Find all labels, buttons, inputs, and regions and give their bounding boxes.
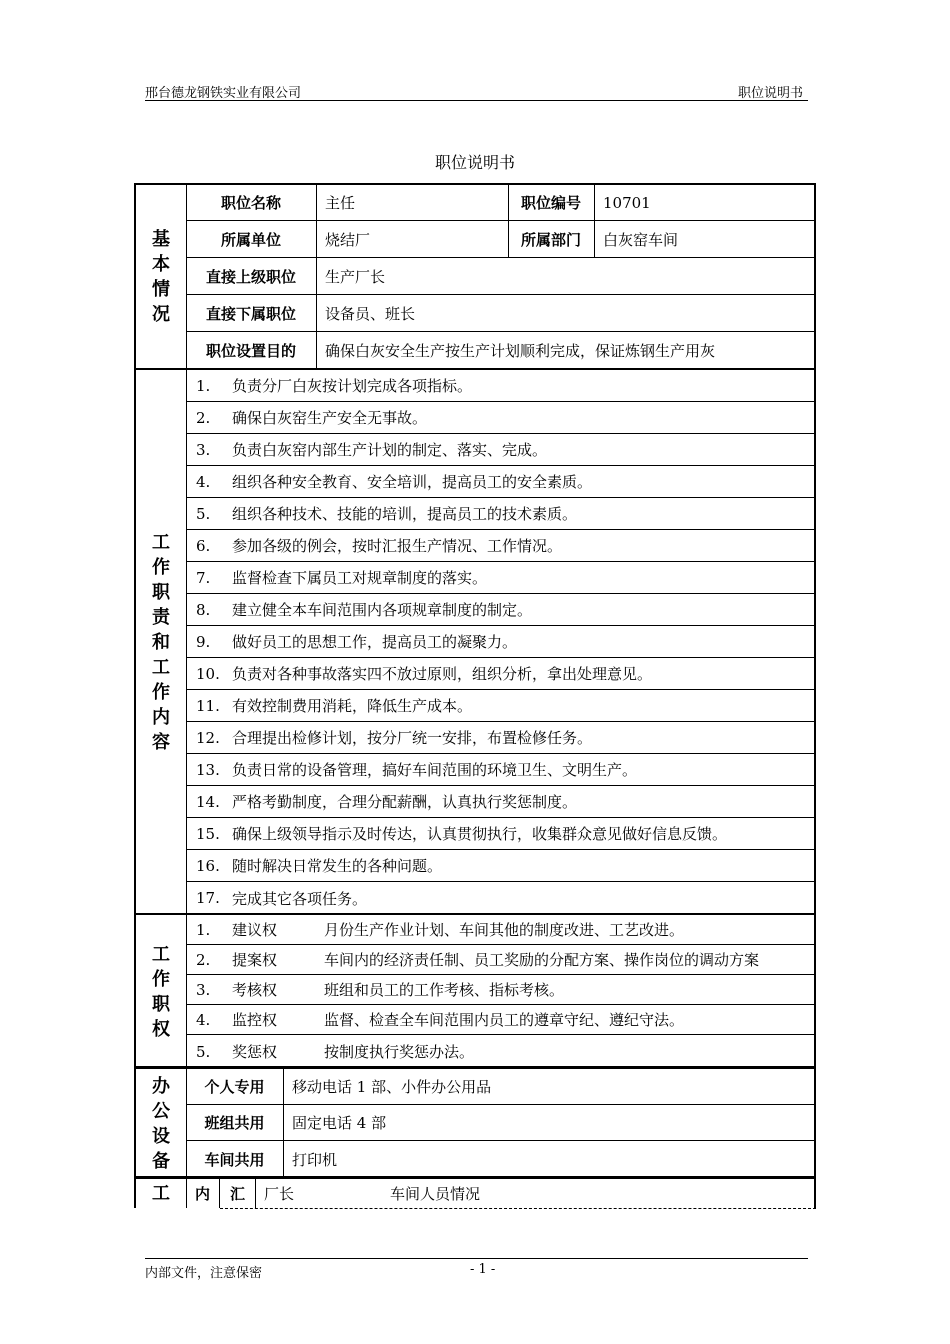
duty-text: 负责白灰窑内部生产计划的制定、落实、完成。	[232, 441, 548, 459]
label-char: 权	[152, 1018, 170, 1040]
footer-note: 内部文件，注意保密	[145, 1266, 263, 1281]
relations-inner-label: 内	[194, 1185, 210, 1203]
authority-number: 5.	[196, 1042, 211, 1061]
duty-text: 有效控制费用消耗，降低生产成本。	[232, 697, 473, 715]
authority-name: 奖惩权	[232, 1043, 278, 1061]
duty-item	[186, 882, 814, 914]
duty-item	[186, 690, 814, 722]
duty-text: 建立健全本车间范围内各项规章制度的制定。	[232, 601, 533, 619]
equipment-label-chars	[152, 1074, 170, 1174]
label-char: 和	[152, 631, 170, 653]
subordinate-value: 设备员、班长	[325, 304, 416, 323]
basic-info-section	[134, 183, 816, 369]
subordinate-label: 直接下属职位	[205, 304, 296, 323]
authority-label	[136, 915, 187, 1068]
header-doc-type: 职位说明书	[738, 86, 804, 101]
duty-number: 16.	[196, 856, 220, 875]
duty-number: 1.	[196, 376, 211, 395]
label-char: 况	[152, 304, 170, 325]
duty-number: 8.	[196, 600, 211, 619]
equipment-team-label: 班组共用	[204, 1114, 265, 1132]
unit-label: 所属单位	[220, 230, 281, 249]
duty-item	[186, 562, 814, 594]
duty-item	[186, 402, 814, 434]
authority-item	[186, 915, 814, 945]
duties-label	[136, 370, 187, 914]
authority-number: 3.	[196, 980, 211, 999]
authority-name: 建议权	[232, 921, 278, 939]
label-char: 容	[152, 731, 170, 753]
equipment-section	[134, 1066, 816, 1178]
duty-number: 3.	[196, 440, 211, 459]
authority-number: 4.	[196, 1010, 211, 1029]
duty-number: 11.	[196, 696, 220, 715]
relations-label	[136, 1179, 187, 1208]
authority-text: 按制度执行奖惩办法。	[324, 1043, 475, 1061]
duty-text: 做好员工的思想工作，提高员工的凝聚力。	[232, 633, 518, 651]
purpose-value: 确保白灰安全生产按生产计划顺利完成，保证炼钢生产用灰	[325, 342, 716, 360]
position-no-label: 职位编号	[520, 194, 581, 212]
authority-number: 2.	[196, 950, 211, 969]
label-char: 职	[152, 993, 170, 1015]
duty-text: 合理提出检修计划，按分厂统一安排，布置检修任务。	[232, 729, 593, 747]
superior-label: 直接上级职位	[205, 267, 296, 286]
authority-number: 1.	[196, 920, 211, 939]
duty-item	[186, 626, 814, 658]
label-char: 内	[152, 706, 170, 728]
relations-section	[134, 1176, 816, 1208]
label-char: 情	[152, 279, 170, 300]
duty-number: 2.	[196, 408, 211, 427]
authority-item	[186, 1035, 814, 1068]
footer-rule	[145, 1258, 808, 1259]
equipment-team-value: 固定电话 4 部	[292, 1114, 387, 1132]
authority-item	[186, 945, 814, 975]
duty-number: 12.	[196, 728, 220, 747]
label-char: 工	[152, 943, 170, 965]
duty-number: 13.	[196, 760, 220, 779]
duty-text: 严格考勤制度，合理分配薪酬，认真执行奖惩制度。	[232, 793, 578, 811]
duty-number: 14.	[196, 792, 220, 811]
duty-item	[186, 658, 814, 690]
label-char: 基	[152, 229, 170, 250]
equipment-workshop-label: 车间共用	[204, 1151, 265, 1169]
duty-text: 参加各级的例会，按时汇报生产情况、工作情况。	[232, 537, 563, 555]
position-name-value: 主任	[325, 194, 356, 212]
label-char: 职	[152, 581, 170, 603]
authority-name: 监控权	[232, 1011, 278, 1029]
label-char: 责	[152, 606, 170, 628]
equipment-label	[136, 1069, 187, 1178]
duty-text: 完成其它各项任务。	[232, 889, 368, 908]
relations-label-chars	[152, 1181, 170, 1206]
duty-item	[186, 530, 814, 562]
duty-number: 15.	[196, 824, 220, 843]
duty-number: 4.	[196, 472, 211, 491]
label-char: 办	[152, 1075, 170, 1097]
label-char: 工	[152, 656, 170, 678]
duty-text: 监督检查下属员工对规章制度的落实。	[232, 569, 488, 587]
label-char: 工	[152, 1183, 170, 1204]
authority-text: 月份生产作业计划、车间其他的制度改进、工艺改进。	[324, 921, 685, 939]
purpose-label: 职位设置目的	[205, 342, 296, 360]
label-char: 本	[152, 254, 170, 275]
duty-text: 负责日常的设备管理，搞好车间范围的环境卫生、文明生产。	[232, 761, 638, 779]
authority-item	[186, 975, 814, 1005]
label-char: 作	[152, 968, 170, 990]
duty-number: 17.	[196, 889, 220, 907]
authority-name: 考核权	[232, 981, 278, 999]
equipment-workshop-value: 打印机	[292, 1151, 338, 1169]
relations-superior: 厂长	[264, 1185, 295, 1203]
label-char: 作	[152, 556, 170, 578]
duty-item	[186, 818, 814, 850]
duty-item	[186, 370, 814, 402]
label-char: 工	[152, 531, 170, 553]
basic-info-label-chars	[152, 227, 170, 327]
unit-value: 烧结厂	[325, 230, 371, 249]
duty-item	[186, 722, 814, 754]
duty-text: 组织各种安全教育、安全培训，提高员工的安全素质。	[232, 473, 593, 491]
basic-info-label	[136, 185, 187, 369]
duty-item	[186, 754, 814, 786]
label-char: 备	[152, 1150, 170, 1172]
dept-label: 所属部门	[520, 230, 581, 249]
relations-staff-label: 车间人员情况	[390, 1185, 481, 1203]
equipment-personal-label: 个人专用	[204, 1078, 265, 1096]
duties-section	[134, 368, 816, 914]
authority-section	[134, 913, 816, 1068]
label-char: 公	[152, 1100, 170, 1122]
header-company: 邢台德龙钢铁实业有限公司	[145, 86, 302, 101]
label-char: 设	[152, 1125, 170, 1147]
duty-text: 负责对各种事故落实四不放过原则，组织分析，拿出处理意见。	[232, 665, 653, 683]
duty-item	[186, 786, 814, 818]
duty-number: 10.	[196, 664, 220, 683]
authority-name: 提案权	[232, 951, 278, 969]
duty-number: 5.	[196, 504, 211, 523]
authority-text: 监督、检查全车间范围内员工的遵章守纪、遵纪守法。	[324, 1011, 685, 1029]
relations-report-label: 汇	[229, 1185, 245, 1203]
equipment-personal-value: 移动电话 1 部、小件办公用品	[292, 1078, 492, 1096]
authority-text: 班组和员工的工作考核、指标考核。	[324, 981, 565, 999]
duty-text: 随时解决日常发生的各种问题。	[232, 857, 443, 875]
duty-number: 6.	[196, 536, 211, 555]
authority-text: 车间内的经济责任制、员工奖励的分配方案、操作岗位的调动方案	[324, 951, 760, 969]
relations-dashed-rule	[220, 1208, 816, 1209]
duty-number: 9.	[196, 632, 211, 651]
duty-item	[186, 466, 814, 498]
authority-item	[186, 1005, 814, 1035]
duty-text: 确保白灰窑生产安全无事故。	[232, 409, 428, 427]
document-title: 职位说明书	[434, 153, 515, 172]
position-name-label: 职位名称	[220, 194, 281, 212]
position-no-value: 10701	[603, 193, 651, 212]
duties-label-chars	[152, 530, 170, 755]
duty-number: 7.	[196, 568, 211, 587]
duty-item	[186, 434, 814, 466]
duty-item	[186, 850, 814, 882]
duty-item	[186, 498, 814, 530]
superior-value: 生产厂长	[325, 267, 386, 286]
header-rule	[145, 100, 808, 101]
authority-label-chars	[152, 942, 170, 1042]
dept-value: 白灰窑车间	[603, 230, 679, 249]
duty-text: 确保上级领导指示及时传达，认真贯彻执行，收集群众意见做好信息反馈。	[232, 825, 728, 843]
label-char: 作	[152, 681, 170, 703]
duty-text: 负责分厂白灰按计划完成各项指标。	[232, 377, 473, 395]
duty-text: 组织各种技术、技能的培训，提高员工的技术素质。	[232, 505, 578, 523]
duty-item	[186, 594, 814, 626]
page-number: - 1 -	[470, 1262, 496, 1277]
